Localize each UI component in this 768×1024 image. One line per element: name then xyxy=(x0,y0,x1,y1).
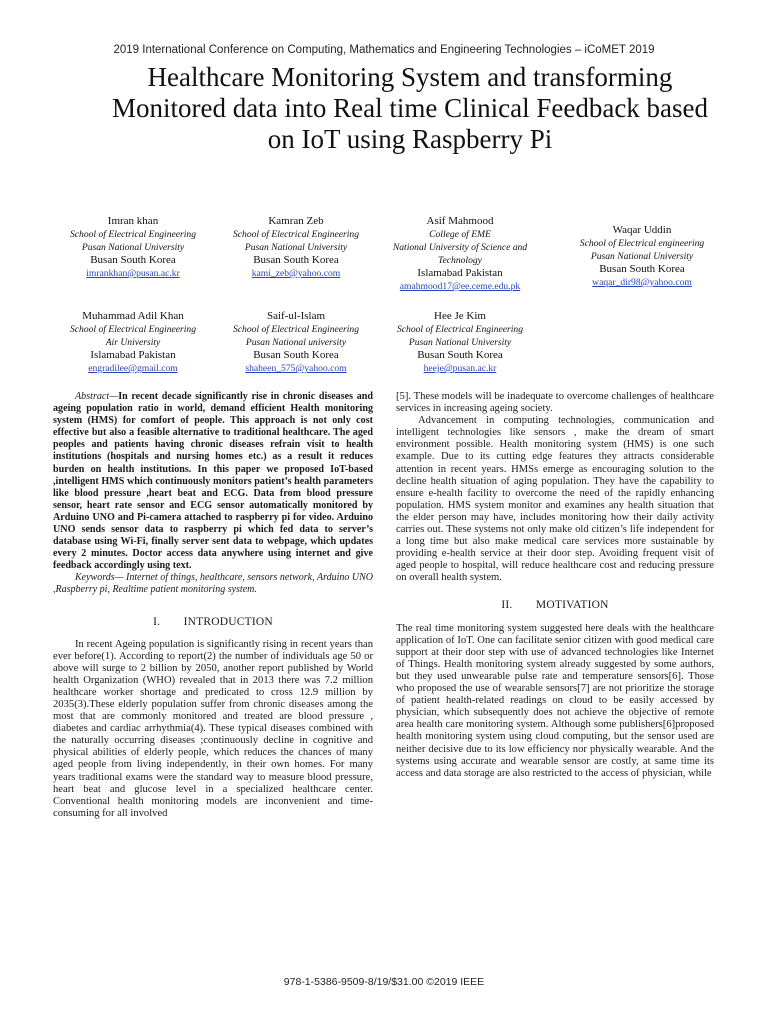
author-block xyxy=(43,215,223,280)
introduction-text: In recent Ageing population is significantly rising in recent years than ever before(1). According to report(2) the number of individuals age 50 or above will surge to 2 billion by 2050, another report published by World health Organization (WHO) revealed that in 2013 there was 7.2 million healthcare worker shortage and predicated to cross 12.9 million by 2035(3).These elderly population suffer from chronic diseases among the most that are commonly monitored and treated are blood pressure , diabetes and cardiac arrhythmia(4). These typical diseases combined with the naturally occurring diseases ;continuously decline in cognitive and physical abilities of elderly people, which reduces the chances of many aged people from living independently, in their own homes. For many years traditional exams were the standard way to measure blood pressure, heart beat and glucose level in a specialized healthcare center. Conventional health monitoring models are inconvenient and time-consuming for all involved xyxy=(53,638,373,819)
author-affiliation: Air University xyxy=(105,337,161,348)
author-affiliation: Pusan National University xyxy=(81,242,185,253)
author-name: Asif Mahmood xyxy=(426,215,494,227)
author-affiliation: Pusan National University xyxy=(408,337,512,348)
author-email[interactable]: engradilee@gmail.com xyxy=(88,363,178,374)
author-block xyxy=(375,310,545,375)
author-location: Busan South Korea xyxy=(90,254,176,266)
author-email[interactable]: amahmood17@ee.ceme.edu.pk xyxy=(399,281,521,292)
author-email[interactable]: heeje@pusan.ac.kr xyxy=(423,363,497,374)
author-affiliation: School of Electrical Engineering xyxy=(232,324,360,335)
author-email[interactable]: imrankhan@pusan.ac.kr xyxy=(86,268,180,279)
author-block xyxy=(206,215,386,280)
author-location: Busan South Korea xyxy=(417,349,503,361)
abstract-text: In recent decade significantly rise in chronic diseases and ageing population ratio in world, demand efficient Health monitoring system (HMS) for comfort of people. This approach is not only cost effective but also a feasible alternative to traditional healthcare. The aged peoples and patients having chronic diseases refrain visit to health institutions (hospitals and nursing homes etc.) as a result it reduces burden on health institutions. In this paper we proposed IoT-based ,intelligent HMS which continuously monitors patient’s health parameters like blood pressure ,heart beat and ECG. Data from blood pressure sensor, heart rate sensor and ECG sensor automatically monitored by Arduino UNO and Pi-camera attached to raspberry pi for video. Arduino UNO sends sensor data to raspberry pi which fed data to server’s database using Wi-Fi, finally server sent data to webpage, which updates every 2 minutes. Doctor access data anywhere using internet and give feedback accordingly using text. xyxy=(53,391,373,572)
author-affiliation: School of Electrical Engineering xyxy=(396,324,524,335)
author-location: Islamabad Pakistan xyxy=(90,349,176,361)
author-name: Imran khan xyxy=(107,215,159,227)
keywords: Keywords— Internet of things, healthcare, sensors network, Arduino UNO ,Raspberry pi, Realtime patient monitoring system. xyxy=(53,572,373,596)
section-heading-motivation: II. MOTIVATION xyxy=(501,598,609,611)
author-block xyxy=(43,310,223,375)
paragraph: Advancement in computing technologies, communication and intelligent technologies like sensors , make the dream of smart environment possible. Health monitoring system (HMS) is one such example. Due to its cutting edge features they attracts considerable attention in recent years. HMSs emerge as encouraging solution to the decline health situation of aging population. They have the capability to ensure e-health facility to overcome the need of the rapidly enhancing population. HMS system monitor and examines any health situation that the elder person may have, includes monitoring how their daily activity carries out. These systems not only make old citizen’s life independent for a long time but also make medical care services more sustainable by providing e-health service at their door step. Avoiding frequent visit of aged people to hospital, will reduce healthcare cost and reducing pressure on overall health system. xyxy=(396,415,714,584)
author-name: Muhammad Adil Khan xyxy=(82,310,184,322)
author-location: Busan South Korea xyxy=(253,349,339,361)
right-column xyxy=(396,391,714,780)
abstract-lead: Abstract— xyxy=(75,391,119,402)
author-affiliation: Pusan National university xyxy=(245,337,347,348)
author-affiliation: School of Electrical engineering xyxy=(579,238,705,249)
section-heading-introduction: I. INTRODUCTION xyxy=(153,616,273,629)
author-block xyxy=(206,310,386,375)
author-block xyxy=(547,224,737,289)
author-location: Islamabad Pakistan xyxy=(417,267,503,279)
author-affiliation: College of EME xyxy=(429,229,491,240)
conference-header: 2019 International Conference on Computing, Mathematics and Engineering Technologies – iCoMET 2019 xyxy=(113,44,655,56)
paragraph: [5]. These models will be inadequate to overcome challenges of healthcare services in increasing ageing society. xyxy=(396,391,714,415)
author-name: Kamran Zeb xyxy=(268,215,324,227)
author-block xyxy=(375,215,545,293)
motivation-text: The real time monitoring system suggested here deals with the healthcare application of IoT. One can facilitate senior citizen with good medical care support at their door step with use of advanced technologies like Internet of Things. Health monitoring system already suggested by some authors, but they used unwearable pulse rate and temperature sensors[6]. Those who proposed the use of wearable sensors[7] are not prioritize the storage of patient health-related readings on cloud to be easily accessed by physician, which subsequently does not achieve the objective of remote area health care monitoring system. Although some publishers[6]proposed health monitoring system using cloud computing, but the sensor used are neither decisive due to its low efficiency nor physically wearable. And the systems using accurate and wearable sensor are costly, at same time its access and data storage are also restricted to the access of physician, while xyxy=(396,622,714,779)
author-affiliation: School of Electrical Engineering xyxy=(69,324,197,335)
paper-title: Healthcare Monitoring System and transforming Monitored data into Real time Clinical Feedback based on IoT using Raspberry Pi xyxy=(111,62,709,154)
author-name: Hee Je Kim xyxy=(434,310,486,322)
author-location: Busan South Korea xyxy=(253,254,339,266)
author-email[interactable]: waqar_dir98@yahoo.com xyxy=(592,277,692,288)
author-location: Busan South Korea xyxy=(599,263,685,275)
page-footer: 978-1-5386-9509-8/19/$31.00 ©2019 IEEE xyxy=(283,976,485,988)
author-name: Waqar Uddin xyxy=(612,224,672,236)
author-affiliation: Pusan National University xyxy=(590,251,694,262)
author-email[interactable]: shaheen_575@yahoo.com xyxy=(245,363,347,374)
author-email[interactable]: kami_zeb@yahoo.com xyxy=(251,268,341,279)
author-affiliation: Pusan National University xyxy=(244,242,348,253)
author-affiliation: School of Electrical Engineering xyxy=(69,229,197,240)
author-affiliation: National University of Science and Technology xyxy=(392,242,528,266)
left-column xyxy=(53,391,373,820)
abstract xyxy=(53,391,373,572)
author-affiliation: School of Electrical Engineering xyxy=(232,229,360,240)
author-name: Saif-ul-Islam xyxy=(266,310,326,322)
